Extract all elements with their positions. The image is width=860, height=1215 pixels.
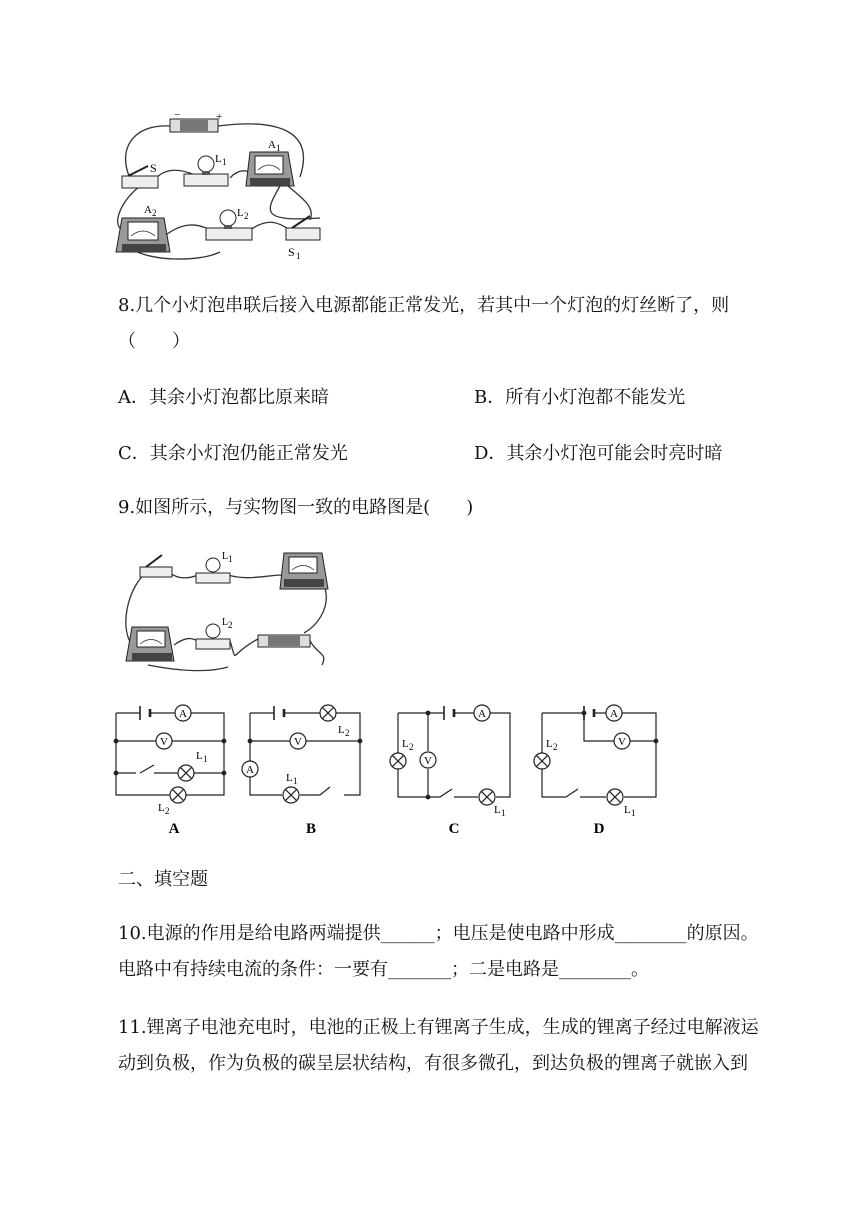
ammeter-icon	[126, 627, 174, 661]
voltmeter-symbol: V	[618, 736, 626, 748]
q10-line1: 10.电源的作用是给电路两端提供______；电压是使电路中形成________的原因。	[118, 923, 759, 944]
battery-plus-label: +	[216, 112, 223, 123]
label-l1: L	[196, 750, 203, 762]
fig2-lamp-l1-label: L	[222, 551, 229, 562]
circuit-photo-figure-2	[118, 545, 344, 675]
switch-s1-label: S	[288, 245, 295, 259]
schematic-options	[100, 695, 680, 845]
label-l1-sub: 1	[501, 808, 506, 818]
lamp-symbol	[390, 753, 406, 769]
schematic-label-a: A	[168, 821, 180, 837]
schematic-a	[114, 706, 226, 795]
lamp-symbol	[170, 787, 186, 803]
schematic-a-components	[156, 705, 208, 816]
lamp-l1-icon	[184, 153, 228, 186]
battery-minus-label: −	[174, 112, 181, 121]
circuit-photo-figure-1	[100, 112, 340, 268]
lamp-l2-sub: 2	[244, 211, 249, 221]
voltmeter-icon	[280, 553, 328, 589]
ammeter-a1-sub: 1	[276, 143, 281, 153]
section-heading: 二、填空题	[118, 869, 208, 890]
fig2-lamp-l1-sub: 1	[228, 554, 233, 564]
q8-option-b: B．所有小灯泡都不能发光	[474, 387, 686, 408]
label-l2: L	[402, 738, 409, 750]
ammeter-symbol: A	[246, 764, 254, 776]
schematic-b-components	[242, 705, 350, 803]
lamp-symbol	[479, 789, 495, 805]
q8-option-d: D．其余小灯泡可能会时亮时暗	[474, 443, 723, 464]
lamp-l1-label: L	[215, 153, 222, 165]
lamp-symbol	[534, 753, 550, 769]
schematic-label-d: D	[593, 821, 605, 837]
label-l2-sub: 2	[345, 728, 350, 738]
q8-stem-line1: 8.几个小灯泡串联后接入电源都能正常发光，若其中一个灯泡的灯丝断了，则	[118, 295, 730, 316]
q11-line2: 动到负极，作为负极的碳呈层状结构，有很多微孔，到达负极的锂离子就嵌入到	[118, 1053, 748, 1074]
lamp-l2-icon	[196, 617, 233, 649]
ammeter-a1-label: A	[268, 139, 276, 151]
ammeter-symbol: A	[610, 708, 618, 720]
switch-icon	[140, 555, 172, 577]
lamp-l1-icon	[196, 551, 233, 583]
label-l1: L	[286, 772, 293, 784]
lamp-l2-icon	[206, 207, 252, 240]
ammeter-symbol: A	[179, 708, 187, 720]
schematic-label-c: C	[448, 821, 460, 837]
lamp-symbol	[607, 789, 623, 805]
schematic-d	[542, 706, 658, 797]
label-l2: L	[338, 724, 345, 736]
schematic-b	[248, 706, 362, 795]
ammeter-a2-sub: 2	[152, 208, 157, 218]
ammeter-symbol: A	[478, 708, 486, 720]
label-l2: L	[158, 802, 165, 814]
label-l2-sub: 2	[553, 742, 558, 752]
label-l1-sub: 1	[631, 808, 636, 818]
label-l1-sub: 1	[203, 754, 208, 764]
label-l1-sub: 1	[293, 776, 298, 786]
switch-s-label: S	[150, 161, 157, 175]
voltmeter-symbol: V	[424, 755, 432, 767]
voltmeter-symbol: V	[160, 736, 168, 748]
lamp-l2-label: L	[237, 207, 244, 219]
ammeter-a2-label: A	[144, 204, 152, 216]
label-l1: L	[494, 804, 501, 816]
label-l2-sub: 2	[409, 742, 414, 752]
q8-option-c: C．其余小灯泡仍能正常发光	[118, 443, 348, 464]
schematic-c-components	[390, 705, 506, 818]
battery-icon	[258, 635, 310, 647]
ammeter-a2-icon	[116, 204, 170, 252]
fig2-lamp-l2-label: L	[222, 617, 229, 628]
q11-line1: 11.锂离子电池充电时，电池的正极上有锂离子生成，生成的锂离子经过电解液运	[118, 1017, 759, 1038]
ammeter-a1-icon	[246, 139, 294, 186]
schematic-d-components	[534, 705, 636, 818]
schematic-c	[398, 706, 510, 799]
schematic-label-b: B	[305, 821, 317, 837]
fig2-lamp-l2-sub: 2	[228, 620, 233, 630]
lamp-symbol	[178, 765, 194, 781]
label-l2-sub: 2	[165, 806, 170, 816]
voltmeter-symbol: V	[294, 736, 302, 748]
switch-s1-icon	[286, 216, 320, 261]
lamp-l1-sub: 1	[222, 157, 227, 167]
q8-stem-line2: （ ）	[118, 331, 190, 352]
lamp-symbol	[283, 787, 299, 803]
switch-s-icon	[122, 161, 158, 188]
label-l2: L	[546, 738, 553, 750]
label-l1: L	[624, 804, 631, 816]
switch-s1-sub: 1	[296, 251, 301, 261]
q9-stem: 9.如图所示，与实物图一致的电路图是( )	[118, 497, 474, 518]
q10-line2: 电路中有持续电流的条件：一要有_______；二是电路是________。	[118, 959, 649, 980]
q8-option-a: A．其余小灯泡都比原来暗	[118, 387, 329, 408]
lamp-symbol	[320, 705, 336, 721]
battery-icon	[170, 112, 222, 132]
